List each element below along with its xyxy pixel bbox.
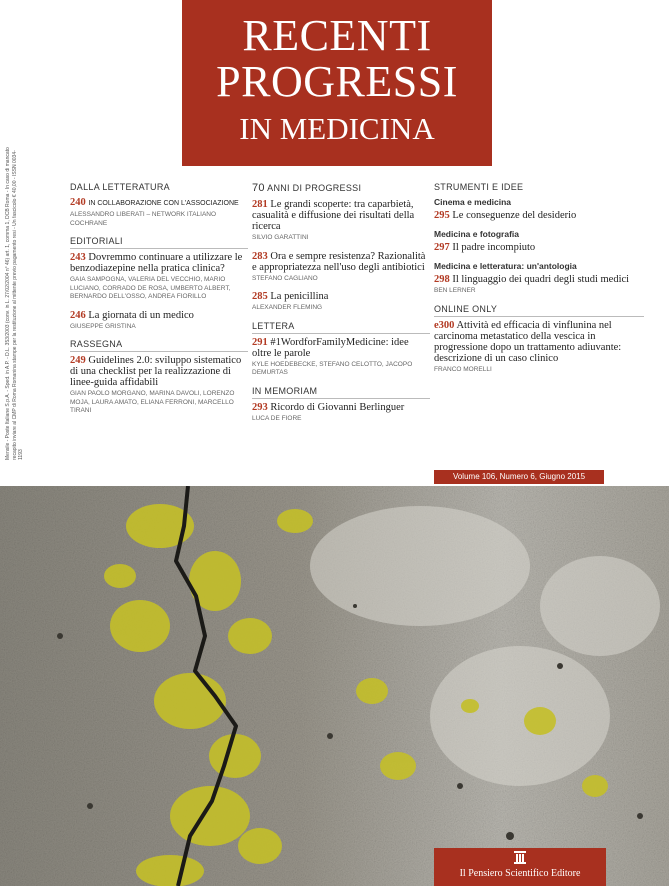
- section-heading: IN MEMORIAM: [252, 386, 430, 399]
- entry-authors: GIUSEPPE GRISTINA: [70, 322, 136, 330]
- toc-column-3: [434, 182, 644, 382]
- entry-authors: ALESSANDRO LIBERATI – NETWORK ITALIANO COCHRANE: [70, 211, 217, 227]
- section-heading: EDITORIALI: [70, 236, 248, 249]
- column-icon: [514, 851, 526, 864]
- toc-entry[interactable]: [70, 197, 248, 228]
- page-number: 249: [70, 355, 86, 366]
- toc-entry[interactable]: [434, 274, 644, 296]
- page-number: 295: [434, 210, 450, 221]
- toc-entry[interactable]: [252, 402, 430, 424]
- publisher-banner: [434, 848, 606, 886]
- toc-entry[interactable]: [252, 199, 430, 243]
- entry-title: Ora e sempre resistenza? Razionalità e appropriatezza nell'uso degli antibiotici: [252, 250, 426, 273]
- page-number: 246: [70, 309, 86, 321]
- entry-authors: KYLE HOEDEBECKE, STEFANO CELOTTO, JACOPO DEMURTAS: [252, 360, 413, 376]
- entry-title: #1WordforFamilyMedicine: idee oltre le parole: [252, 336, 409, 359]
- entry-authors: BEN LERNER: [434, 287, 476, 294]
- entry-title: Le grandi scoperte: tra caparbietà, casualità e diffusione dei risultati della ricerca: [252, 199, 415, 232]
- page-number: 285: [252, 291, 268, 302]
- masthead-line-1: RECENTI: [242, 11, 432, 60]
- volume-issue-banner: Volume 106, Numero 6, Giugno 2015: [434, 470, 604, 484]
- toc-column-2: [252, 182, 430, 431]
- page-number: 291: [252, 336, 268, 348]
- page-number: 297: [434, 242, 450, 253]
- page-number: 293: [252, 401, 268, 413]
- stone-texture-illustration: [0, 486, 669, 886]
- rubric-heading: Medicina e fotografia: [434, 229, 520, 239]
- section-number: 70: [252, 182, 265, 194]
- entry-authors: SILVIO GARATTINI: [252, 234, 309, 241]
- masthead-line-2: PROGRESSI: [216, 57, 458, 106]
- entry-title: IN COLLABORAZIONE CON L'ASSOCIAZIONE: [88, 200, 239, 207]
- section-heading-text: ANNI DI PROGRESSI: [267, 183, 362, 193]
- entry-title: Le conseguenze del desiderio: [452, 210, 577, 221]
- spine-imprint: [2, 140, 24, 460]
- toc-entry[interactable]: [70, 252, 248, 302]
- entry-title: La penicillina: [270, 291, 329, 302]
- toc-entry[interactable]: [434, 210, 644, 221]
- toc-entry[interactable]: [252, 251, 430, 284]
- page-number: 240: [70, 197, 86, 208]
- page-number: 283: [252, 250, 268, 262]
- page-number: 298: [434, 274, 450, 285]
- toc-entry[interactable]: [70, 310, 248, 332]
- spine-imprint-text: Mensile - Poste Italiane S.p.A. - Sped. in A.P. - D.L. 353/2003 (conv. in L. 27/02/2004 n° 46) art. 1, comma 1, DCB Roma - In caso di mancato recapito inviare al CMP di Roma Romanina stampe per la restituzione al mittente previo pagamento resi - Un fascicolo € 40,00 - ISSN 0034-1193: [5, 147, 24, 460]
- entry-title: Dovremmo continuare a utilizzare le benzodiazepine nella pratica clinica?: [70, 252, 243, 274]
- page-number: 281: [252, 199, 268, 210]
- entry-authors: GIAN PAOLO MORGANO, MARINA DAVOLI, LORENZO MOJA, LAURA AMATO, ELIANA FERRONI, MARCELLO TIRANI: [70, 390, 235, 414]
- masthead-line-3: IN MEDICINA: [239, 111, 435, 146]
- entry-title: Attività ed efficacia di vinflunina nel carcinoma metastatico della vescica in progressione dopo un trattamento adiuvante: descrizione di un caso clinico: [434, 319, 622, 364]
- section-heading: RASSEGNA: [70, 339, 248, 352]
- entry-title: Ricordo di Giovanni Berlinguer: [270, 401, 405, 413]
- entry-title: La giornata di un medico: [88, 309, 194, 321]
- entry-title: Il padre incompiuto: [452, 242, 536, 253]
- section-heading: DALLA LETTERATURA: [70, 182, 170, 192]
- toc-entry[interactable]: [434, 320, 644, 375]
- journal-masthead: [182, 0, 492, 166]
- toc-column-1: [70, 182, 248, 424]
- section-heading: ONLINE ONLY: [434, 304, 644, 317]
- toc-entry[interactable]: [70, 355, 248, 416]
- entry-authors: GAIA SAMPOGNA, VALERIA DEL VECCHIO, MARIO LUCIANO, CORRADO DE ROSA, UMBERTO ALBERT, BERNARDO DELL'OSSO, ANDREA FIORILLO: [70, 276, 231, 300]
- publisher-name: Il Pensiero Scientifico Editore: [459, 868, 581, 879]
- toc-entry[interactable]: [252, 291, 430, 313]
- toc-entry[interactable]: [252, 337, 430, 378]
- page-number: 243: [70, 252, 86, 263]
- entry-authors: STEFANO CAGLIANO: [252, 274, 318, 282]
- entry-authors: FRANCO MORELLI: [434, 365, 492, 373]
- cover-photo-cracked-stone: [0, 486, 669, 886]
- entry-title: Il linguaggio dei quadri degli studi medici: [452, 274, 630, 285]
- section-heading: LETTERA: [252, 321, 430, 334]
- section-heading: STRUMENTI E IDEE: [434, 182, 524, 192]
- rubric-heading: Medicina e letteratura: un'antologia: [434, 261, 577, 271]
- page-number: e300: [434, 319, 455, 331]
- rubric-heading: Cinema e medicina: [434, 197, 512, 207]
- section-heading: [252, 182, 430, 196]
- entry-authors: LUCA DE FIORE: [252, 414, 302, 422]
- entry-title: Guidelines 2.0: sviluppo sistematico di una checklist per la realizzazione di linee-guida affidabili: [70, 355, 242, 388]
- entry-authors: ALEXANDER FLEMING: [252, 304, 323, 311]
- toc-entry[interactable]: [434, 242, 644, 253]
